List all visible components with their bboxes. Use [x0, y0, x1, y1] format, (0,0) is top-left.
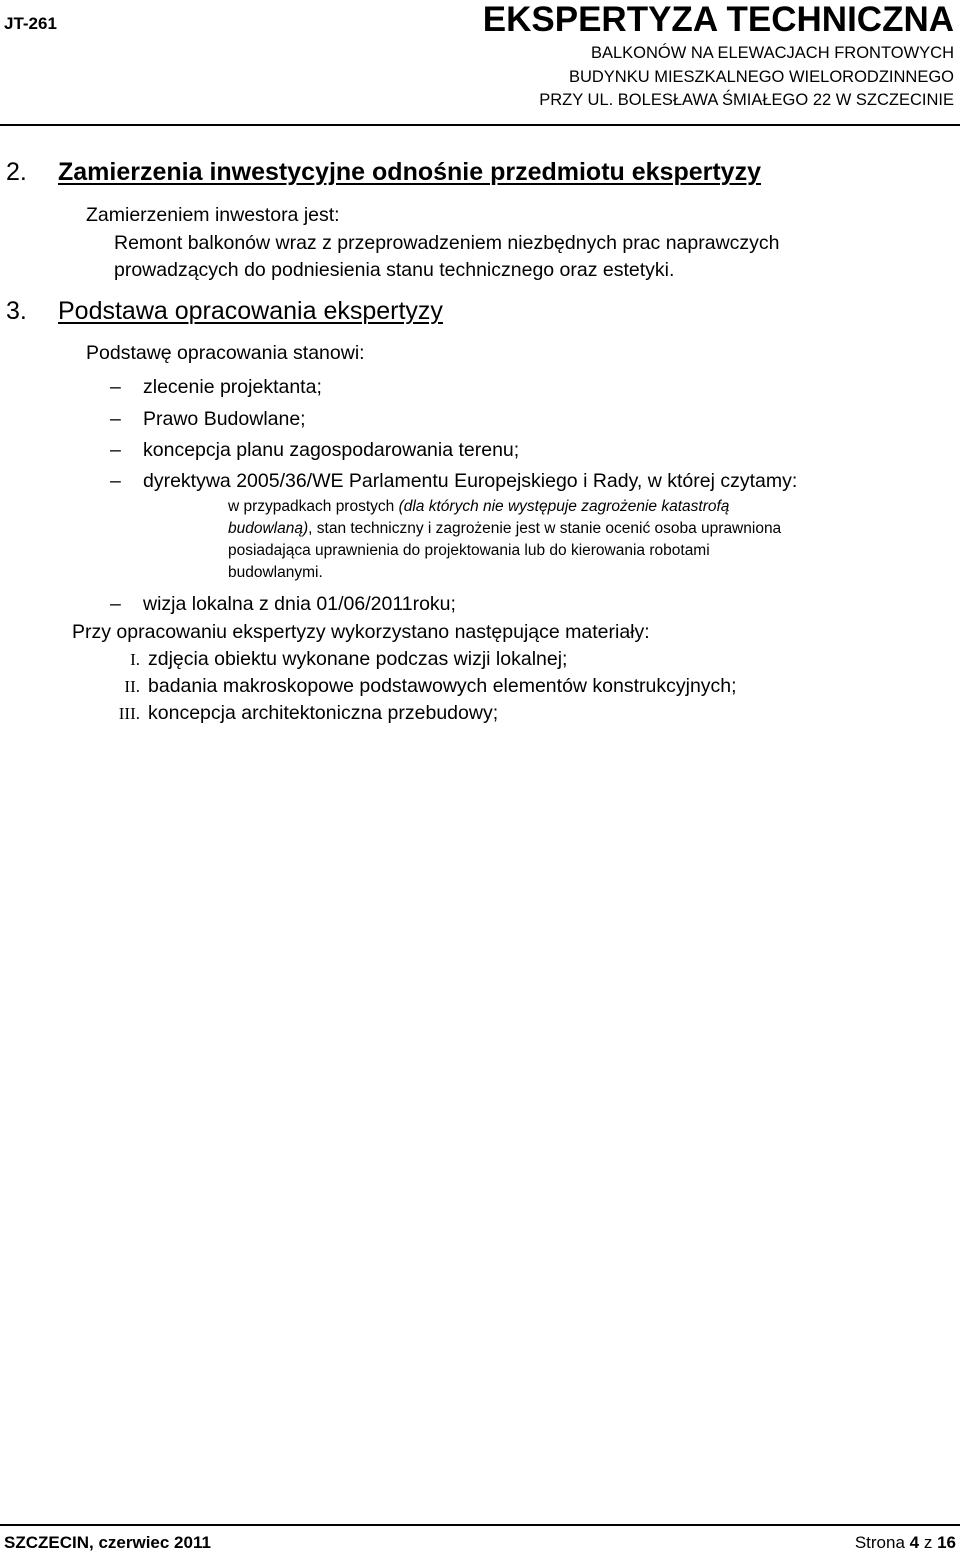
- roman-numeral: I.: [130, 650, 140, 669]
- page-number: [855, 1533, 956, 1553]
- list-item-text: koncepcja planu zagospodarowania terenu;: [143, 439, 520, 461]
- section-2-title: Zamierzenia inwestycyjne odnośnie przedmiotu ekspertyzy: [58, 158, 761, 186]
- section-2-body-line-1: Remont balkonów wraz z przeprowadzeniem niezbędnych prac naprawczych: [114, 232, 780, 254]
- roman-numeral: II.: [124, 677, 140, 696]
- document-title: EKSPERTYZA TECHNICZNA: [482, 0, 954, 39]
- document-subtitle-line-1: BALKONÓW NA ELEWACJACH FRONTOWYCH: [590, 44, 954, 62]
- document-subtitle-line-3: PRZY UL. BOLESŁAWA ŚMIAŁEGO 22 W SZCZECINIE: [539, 91, 954, 109]
- list-item: [110, 408, 306, 431]
- page-label: Strona: [854, 1533, 905, 1552]
- footer-location-date: SZCZECIN, czerwiec 2011: [4, 1533, 211, 1552]
- list-item-text: zlecenie projektanta;: [143, 376, 322, 398]
- roman-numeral: III.: [118, 704, 140, 723]
- list-item: [110, 376, 322, 399]
- current-page: 4: [909, 1533, 920, 1552]
- list-item-text: wizja lokalna z dnia 01/06/2011roku;: [143, 593, 456, 615]
- section-3-intro: Podstawę opracowania stanowi:: [86, 342, 365, 364]
- materials-item: [100, 648, 567, 671]
- quote-line-1: [228, 498, 729, 516]
- quote-line-2: [228, 520, 781, 538]
- document-code: JT-261: [4, 14, 57, 33]
- quote-italic-text: budowlaną): [228, 520, 309, 537]
- quote-text: w przypadkach prostych: [228, 498, 399, 515]
- quote-text: , stan techniczny i zagrożenie jest w stanie ocenić osoba uprawniona: [308, 520, 782, 537]
- dash-bullet: –: [110, 593, 121, 615]
- section-3-title: Podstawa opracowania ekspertyzy: [58, 297, 443, 325]
- list-item: [110, 470, 797, 493]
- section-2-number: 2.: [6, 158, 27, 186]
- section-2-intro: Zamierzeniem inwestora jest:: [86, 204, 340, 226]
- materials-item: [100, 702, 498, 725]
- section-2-heading: [6, 158, 761, 187]
- list-item-text: Prawo Budowlane;: [143, 408, 306, 430]
- footer-divider: [0, 1524, 960, 1526]
- section-3-heading: [6, 297, 443, 326]
- materials-item: [100, 675, 737, 698]
- document-subtitle-line-2: BUDYNKU MIESZKALNEGO WIELORODZINNEGO: [568, 68, 954, 86]
- dash-bullet: –: [110, 408, 121, 430]
- page-separator: z: [923, 1533, 933, 1552]
- quote-line-4: budowlanymi.: [228, 564, 323, 581]
- list-item: [110, 439, 519, 462]
- materials-item-text: koncepcja architektoniczna przebudowy;: [148, 702, 499, 724]
- section-3-number: 3.: [6, 297, 27, 325]
- quote-italic-text: (dla których nie występuje zagrożenie katastrofą: [398, 498, 730, 515]
- list-item: [110, 593, 456, 616]
- materials-intro: Przy opracowaniu ekspertyzy wykorzystano następujące materiały:: [72, 621, 650, 643]
- materials-item-text: badania makroskopowe podstawowych elementów konstrukcyjnych;: [148, 675, 737, 697]
- total-pages: 16: [937, 1533, 956, 1552]
- dash-bullet: –: [110, 376, 121, 398]
- dash-bullet: –: [110, 439, 121, 461]
- quote-line-3: posiadająca uprawnienia do projektowania lub do kierowania robotami: [228, 542, 710, 559]
- list-item-text: dyrektywa 2005/36/WE Parlamentu Europejskiego i Rady, w której czytamy:: [143, 470, 798, 492]
- section-2-body-line-2: prowadzących do podniesienia stanu technicznego oraz estetyki.: [114, 259, 675, 281]
- materials-item-text: zdjęcia obiektu wykonane podczas wizji lokalnej;: [148, 648, 568, 670]
- dash-bullet: –: [110, 470, 121, 492]
- header-divider: [0, 124, 960, 126]
